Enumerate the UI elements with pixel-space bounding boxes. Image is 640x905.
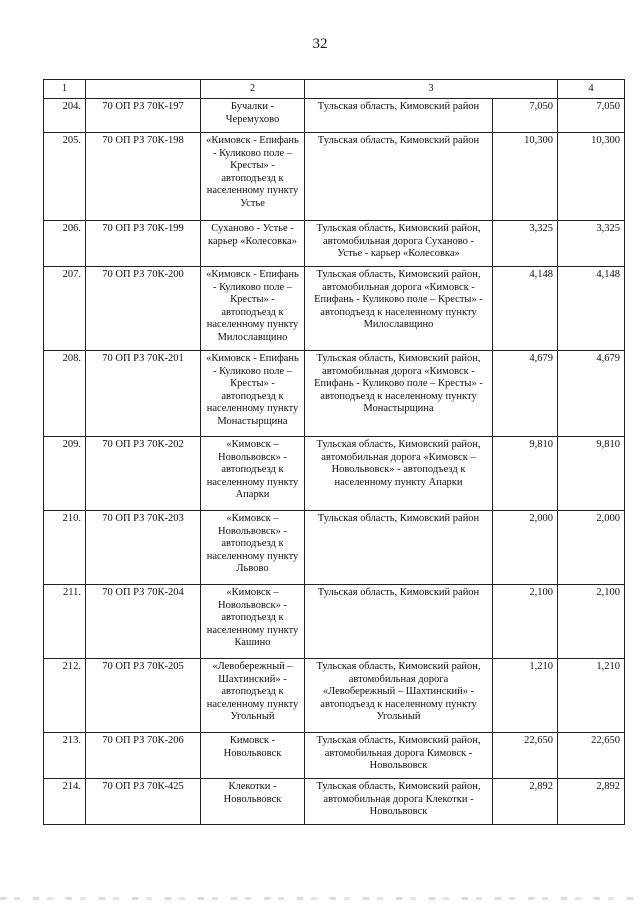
row-number: 213.	[44, 733, 86, 779]
road-length: 22,650	[493, 733, 558, 779]
road-length: 10,300	[493, 133, 558, 221]
road-name: «Кимовск – Новольвовск» - автоподъезд к населенному пункту Кашино	[201, 585, 305, 659]
road-length: 4,679	[493, 351, 558, 437]
table-row	[44, 351, 625, 437]
table-row	[44, 511, 625, 585]
table-row	[44, 779, 625, 825]
road-length-total: 22,650	[558, 733, 625, 779]
table-row	[44, 585, 625, 659]
road-name: Клекотки - Новольвовск	[201, 779, 305, 825]
header-col-2: 2	[201, 80, 305, 99]
road-name: «Кимовск – Новольвовск» - автоподъезд к населенному пункту Апарки	[201, 437, 305, 511]
road-length-total: 10,300	[558, 133, 625, 221]
road-length-total: 9,810	[558, 437, 625, 511]
road-code: 70 ОП РЗ 70К-198	[86, 133, 201, 221]
row-number: 205.	[44, 133, 86, 221]
road-length: 2,892	[493, 779, 558, 825]
row-number: 210.	[44, 511, 86, 585]
road-length: 3,325	[493, 221, 558, 267]
road-code: 70 ОП РЗ 70К-425	[86, 779, 201, 825]
road-code: 70 ОП РЗ 70К-205	[86, 659, 201, 733]
table-row	[44, 437, 625, 511]
road-location: Тульская область, Кимовский район	[305, 99, 493, 133]
road-location: Тульская область, Кимовский район	[305, 511, 493, 585]
row-number: 211.	[44, 585, 86, 659]
row-number: 208.	[44, 351, 86, 437]
road-length: 4,148	[493, 267, 558, 351]
road-name: «Кимовск - Епифань - Куликово поле – Кресты» - автоподъезд к населенному пункту Монастырщина	[201, 351, 305, 437]
page-number: 32	[312, 36, 328, 52]
road-name: Кимовск - Новольвовск	[201, 733, 305, 779]
road-length: 9,810	[493, 437, 558, 511]
road-code: 70 ОП РЗ 70К-197	[86, 99, 201, 133]
road-location: Тульская область, Кимовский район, автомобильная дорога Кимовск - Новольвовск	[305, 733, 493, 779]
road-location: Тульская область, Кимовский район	[305, 585, 493, 659]
road-code: 70 ОП РЗ 70К-200	[86, 267, 201, 351]
row-number: 207.	[44, 267, 86, 351]
header-col-1-code	[86, 80, 201, 99]
row-number: 204.	[44, 99, 86, 133]
road-name: Бучалки - Черемухово	[201, 99, 305, 133]
road-location: Тульская область, Кимовский район, автомобильная дорога Клекотки - Новольвовск	[305, 779, 493, 825]
road-code: 70 ОП РЗ 70К-202	[86, 437, 201, 511]
road-length: 2,100	[493, 585, 558, 659]
road-code: 70 ОП РЗ 70К-199	[86, 221, 201, 267]
row-number: 214.	[44, 779, 86, 825]
table-row	[44, 267, 625, 351]
table-row	[44, 733, 625, 779]
road-length: 2,000	[493, 511, 558, 585]
road-name: «Кимовск - Епифань - Куликово поле – Кресты» - автоподъезд к населенному пункту Устье	[201, 133, 305, 221]
road-location: Тульская область, Кимовский район, автомобильная дорога «Кимовск - Епифань - Куликово поле – Кресты» - автоподъезд к населенному пункту Милославщино	[305, 267, 493, 351]
road-code: 70 ОП РЗ 70К-204	[86, 585, 201, 659]
table-row	[44, 221, 625, 267]
road-length-total: 3,325	[558, 221, 625, 267]
road-code: 70 ОП РЗ 70К-201	[86, 351, 201, 437]
road-name: «Кимовск - Епифань - Куликово поле – Кресты» - автоподъезд к населенному пункту Милославщино	[201, 267, 305, 351]
road-length-total: 2,000	[558, 511, 625, 585]
road-name: «Кимовск – Новольвовск» - автоподъезд к населенному пункту Львово	[201, 511, 305, 585]
row-number: 212.	[44, 659, 86, 733]
scan-artifact-line	[0, 897, 640, 900]
header-col-4: 4	[558, 80, 625, 99]
table-row	[44, 133, 625, 221]
road-length: 1,210	[493, 659, 558, 733]
road-length-total: 4,148	[558, 267, 625, 351]
road-location: Тульская область, Кимовский район, автомобильная дорога «Кимовск – Новольвовск» - автоподъезд к населенному пункту Апарки	[305, 437, 493, 511]
road-code: 70 ОП РЗ 70К-203	[86, 511, 201, 585]
road-length: 7,050	[493, 99, 558, 133]
road-location: Тульская область, Кимовский район, автомобильная дорога «Левобережный – Шахтинский» - автоподъезд к населенному пункту Угольный	[305, 659, 493, 733]
road-length-total: 4,679	[558, 351, 625, 437]
road-length-total: 1,210	[558, 659, 625, 733]
table-row	[44, 659, 625, 733]
road-code: 70 ОП РЗ 70К-206	[86, 733, 201, 779]
road-length-total: 2,100	[558, 585, 625, 659]
row-number: 209.	[44, 437, 86, 511]
road-location: Тульская область, Кимовский район, автомобильная дорога Суханово - Устье - карьер «Колесовка»	[305, 221, 493, 267]
road-name: «Левобережный – Шахтинский» - автоподъезд к населенному пункту Угольный	[201, 659, 305, 733]
header-col-1: 1	[44, 80, 86, 99]
road-location: Тульская область, Кимовский район, автомобильная дорога «Кимовск - Епифань - Куликово поле – Кресты» - автоподъезд к населенному пункту Монастырщина	[305, 351, 493, 437]
road-registry-table	[43, 79, 625, 825]
table-header-row	[44, 80, 625, 99]
table-body	[44, 99, 625, 825]
table-row	[44, 99, 625, 133]
road-name: Суханово - Устье - карьер «Колесовка»	[201, 221, 305, 267]
road-location: Тульская область, Кимовский район	[305, 133, 493, 221]
row-number: 206.	[44, 221, 86, 267]
road-length-total: 7,050	[558, 99, 625, 133]
header-col-3: 3	[305, 80, 558, 99]
road-length-total: 2,892	[558, 779, 625, 825]
